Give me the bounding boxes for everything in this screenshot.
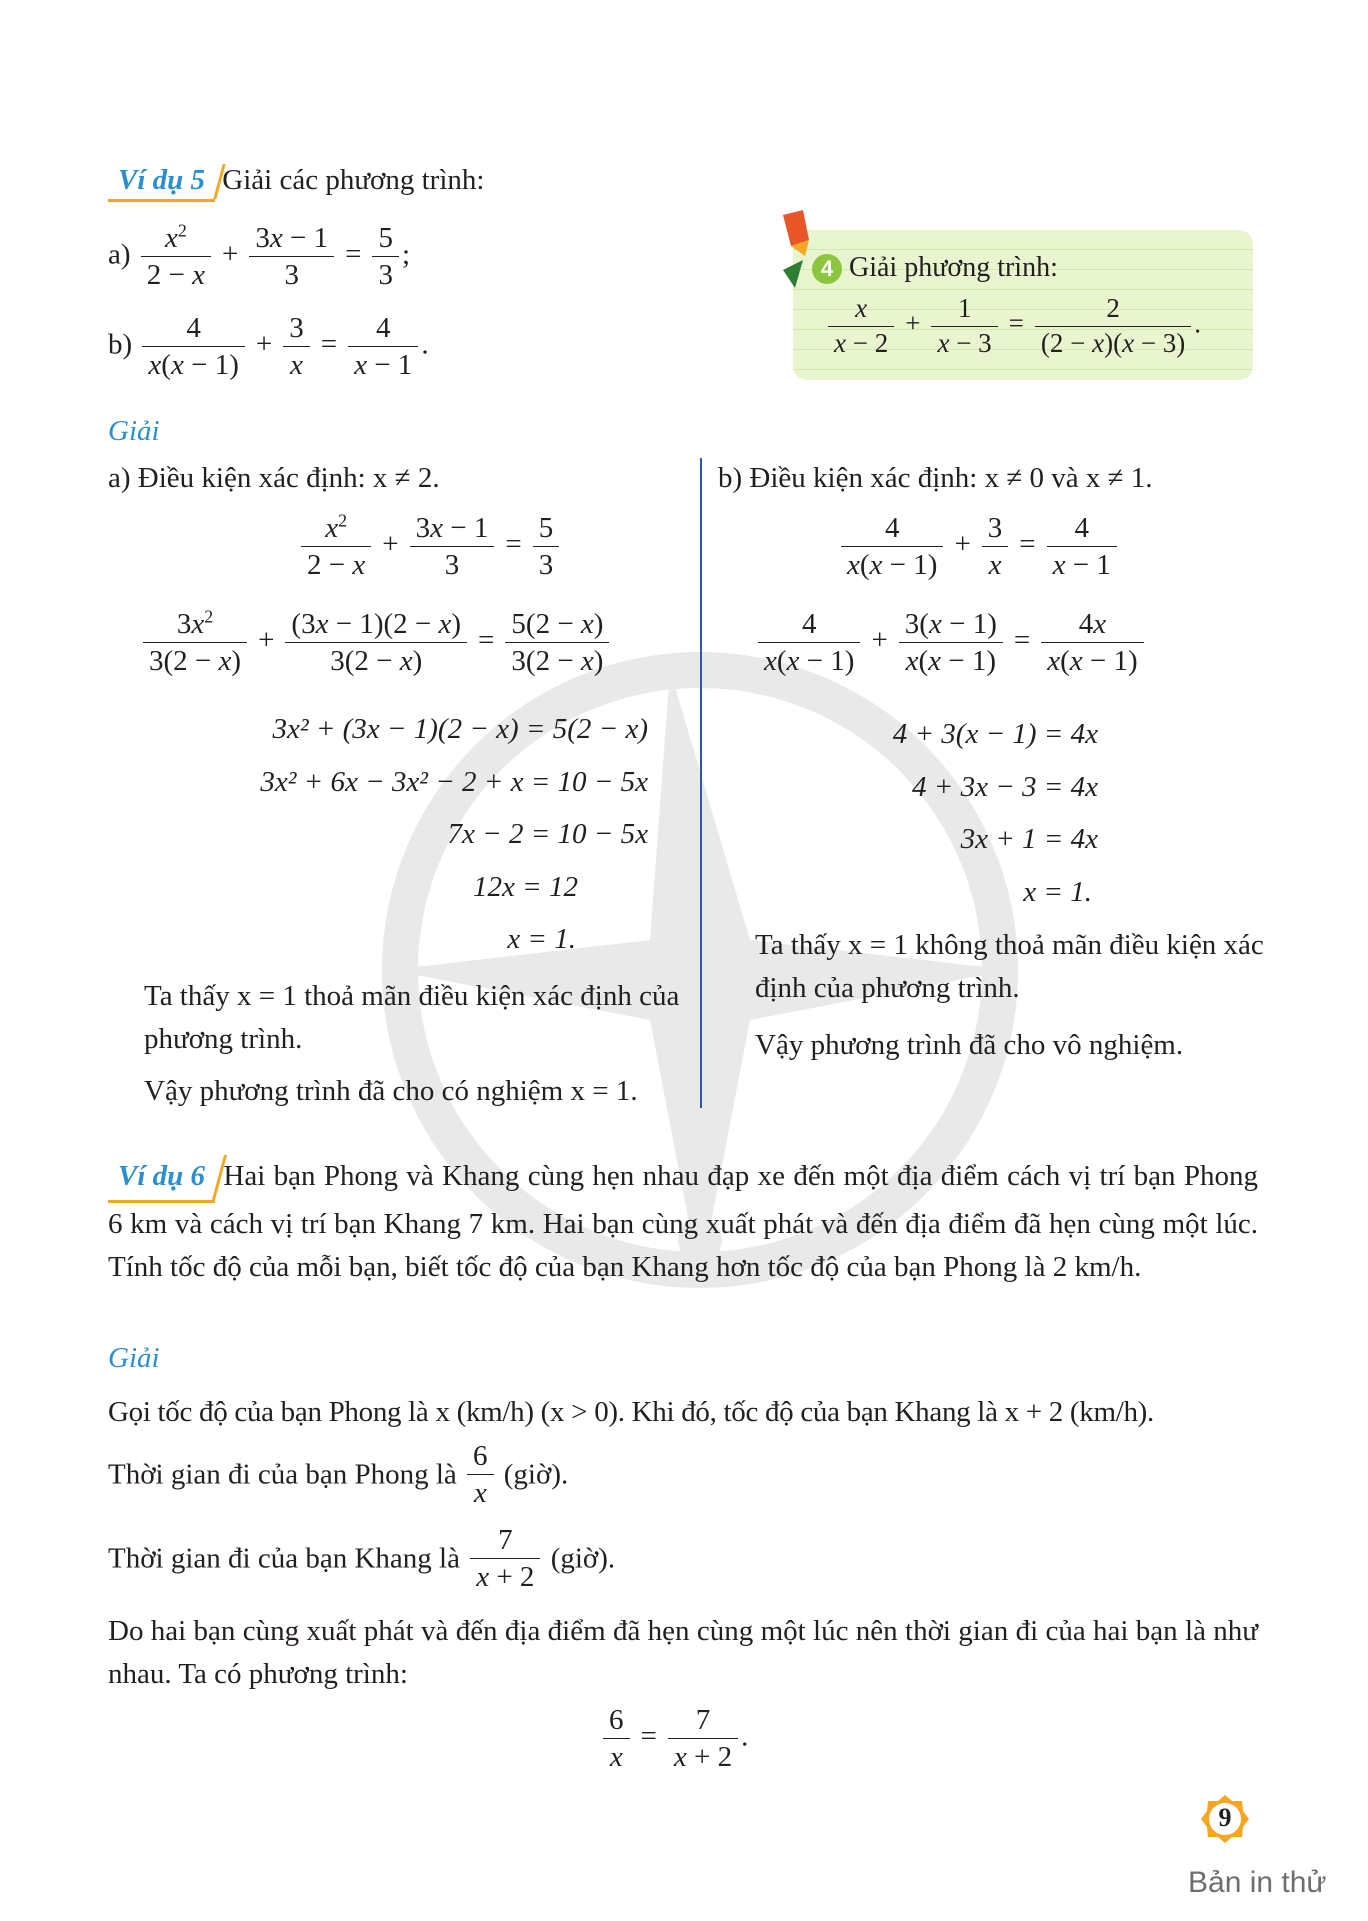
sol-b-note: Ta thấy x = 1 không thoả mãn điều kiện xác định của phương trình. — [755, 929, 1264, 1004]
sol-b-conclusion: Vậy phương trình đã cho vô nghiệm. — [755, 1029, 1184, 1061]
example6-line2: Thời gian đi của bạn Phong là $\frac{6}{x}$ (giờ). — [108, 1440, 569, 1510]
example6-solution-heading: Giải — [108, 1342, 160, 1374]
example5-heading — [108, 164, 484, 202]
example6-problem — [108, 1155, 1258, 1289]
sol-b-equation-1: $\frac{4}{x(x - 1)}$ + $\frac{3}{x}$ = $\frac{4}{x - 1}$ — [838, 510, 1120, 584]
example5-equation-b: b) $\frac{4}{x(x - 1)}$ + $\frac{3}{x}$ = $\frac{4}{x - 1}$ . — [108, 312, 429, 382]
sol-b-step: 4 + 3(x − 1) = 4x — [892, 718, 1098, 750]
page-number-badge — [1200, 1794, 1250, 1844]
sol-a-equation-1: $\frac{x^2}{2 - x}$ + $\frac{3x - 1}{3}$ = $\frac{5}{3}$ — [298, 510, 562, 584]
sol-b-steps — [760, 708, 1098, 918]
example5-solution-heading: Giải — [108, 415, 160, 447]
example6-line1: Gọi tốc độ của bạn Phong là x (km/h) (x > 0). Khi đó, tốc độ của bạn Khang là x + 2 (km/h). — [108, 1396, 1154, 1428]
practice-equation: $\frac{x}{x - 2}$ + $\frac{1}{x - 3}$ = $\frac{2}{(2 - x)(x - 3)}$ . — [825, 292, 1201, 361]
example6-line3-prefix: Thời gian đi của bạn Khang là — [108, 1542, 460, 1575]
example6-tag: Ví dụ 6 — [108, 1155, 215, 1203]
sol-a-steps — [140, 703, 648, 966]
sol-b-step: 3x + 1 = 4x — [960, 823, 1098, 855]
sol-b-step: 4 + 3x − 3 = 4x — [912, 770, 1098, 803]
unit-suffix: (giờ). — [550, 1542, 616, 1575]
example5-tag: Ví dụ 5 — [108, 164, 215, 202]
sol-a-step: 12x = 12 — [473, 870, 578, 903]
practice-text: Giải phương trình: — [849, 252, 1058, 283]
example6-equation: $\frac{6}{x}$ = $\frac{7}{x + 2}$ . — [600, 1702, 748, 1776]
example5-equation-a: a) $\frac{x^2}{2 - x}$ + $\frac{3x - 1}{3}$ = $\frac{5}{3}$ ; — [108, 220, 411, 292]
sol-a-step: 3x² + 6x − 3x² − 2 + x = 10 − 5x — [260, 765, 648, 798]
sol-b-step: x = 1. — [1023, 875, 1092, 908]
practice-heading — [812, 252, 1058, 284]
footer-label: Bản in thử — [1188, 1866, 1327, 1899]
example6-line3: Thời gian đi của bạn Khang là $\frac{7}{x + 2}$ (giờ). — [108, 1524, 616, 1594]
sol-a-step: 7x − 2 = 10 − 5x — [447, 818, 648, 850]
column-divider — [700, 458, 702, 1108]
example6-line2-prefix: Thời gian đi của bạn Phong là — [108, 1458, 457, 1491]
sol-a-step: x = 1. — [507, 923, 576, 955]
practice-number-badge: 4 — [812, 254, 842, 284]
example6-line4: Do hai bạn cùng xuất phát và đến địa điểm đã hẹn cùng một lúc nên thời gian đi của hai bạn là như nhau. Ta có phương trình: — [108, 1615, 1258, 1690]
label-a: a) — [108, 238, 131, 271]
sol-a-conclusion: Vậy phương trình đã cho có nghiệm x = 1. — [144, 1075, 638, 1107]
sol-a-note: Ta thấy x = 1 thoả mãn điều kiện xác định của phương trình. — [144, 980, 680, 1055]
sol-b-equation-2: $\frac{4}{x(x - 1)}$ + $\frac{3(x - 1)}{x(x - 1)}$ = $\frac{4x}{x(x - 1)}$ — [755, 606, 1147, 680]
sol-a-step: 3x² + (3x − 1)(2 − x) = 5(2 − x) — [272, 713, 648, 745]
page-number: 9 — [1218, 1803, 1232, 1832]
sol-a-condition: a) Điều kiện xác định: x ≠ 2. — [108, 462, 440, 494]
sol-b-condition: b) Điều kiện xác định: x ≠ 0 và x ≠ 1. — [718, 462, 1153, 494]
example5-intro: Giải các phương trình: — [222, 164, 485, 196]
example6-problem-text: Hai bạn Phong và Khang cùng hẹn nhau đạp xe đến một địa điểm cách vị trí bạn Phong 6 km và cách vị trí bạn Khang 7 km. Hai bạn cùng xuất phát và đến địa điểm đã hẹn cùng một lúc. Tính tốc độ của mỗi bạn, biết tốc độ của bạn Khang hơn tốc độ của bạn Phong là 2 km/h. — [108, 1160, 1259, 1283]
label-b: b) — [108, 328, 133, 361]
unit-suffix: (giờ). — [503, 1458, 569, 1491]
sol-a-equation-2: $\frac{3x^2}{3(2 - x)}$ + $\frac{(3x - 1)(2 - x)}{3(2 - x)}$ = $\frac{5(2 - x)}{3(2 - x)}$ — [140, 606, 612, 680]
